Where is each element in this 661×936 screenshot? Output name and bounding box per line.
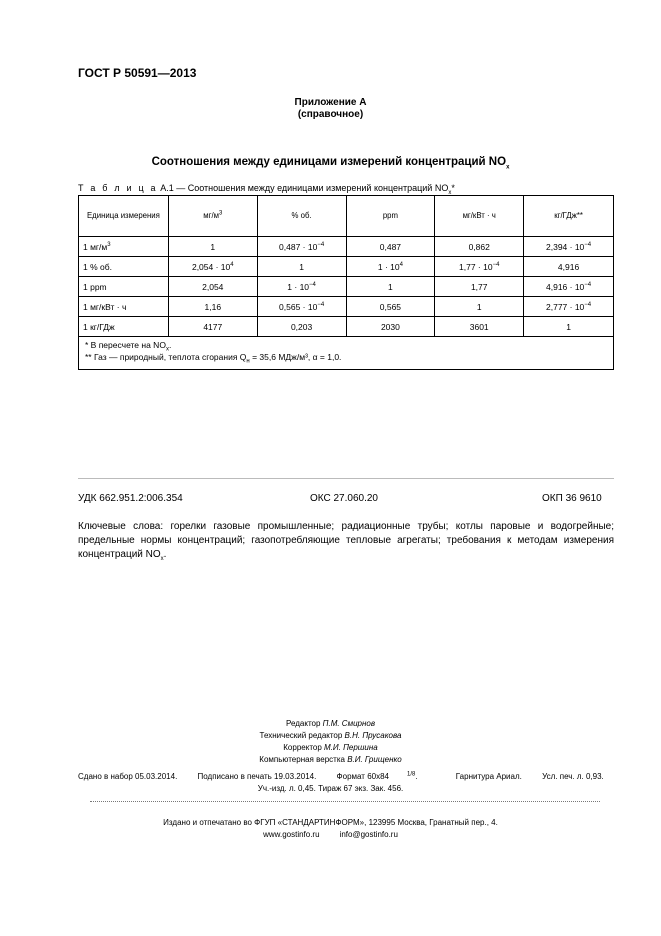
table-cell <box>168 297 257 317</box>
cell-value: 1 · 10 <box>377 261 400 272</box>
header-kg-gj <box>524 196 614 237</box>
row-unit <box>79 257 169 277</box>
printer-block <box>0 817 661 841</box>
typeface: Гарнитура Ариал. <box>455 772 522 781</box>
table-cell <box>435 297 524 317</box>
note-1 <box>85 339 609 351</box>
table-cell <box>524 297 614 317</box>
table-cell <box>346 237 435 257</box>
table-row <box>79 317 614 337</box>
paper-format <box>337 772 436 781</box>
printer-contacts <box>0 829 661 841</box>
table-cell <box>346 317 435 337</box>
table-cell <box>524 237 614 257</box>
table-row <box>79 257 614 277</box>
submitted-date: Сдано в набор 05.03.2014. <box>78 772 178 781</box>
table-cell <box>168 277 257 297</box>
cell-value: 4177 <box>203 321 223 332</box>
email-link[interactable]: info@gostinfo.ru <box>339 830 398 839</box>
keywords-text: горелки газовые промышленные; радиационные трубы; котлы паровые и водогрейные; предельные нормы концентраций; газопотребляющие тепловые агрегаты; требования к методам измерения концентраций NO <box>78 521 614 560</box>
cell-value: 2,394 · 10 <box>546 241 585 252</box>
cell-value: 1,77 · 10 <box>459 261 493 272</box>
table-cell <box>257 297 346 317</box>
table-cell <box>168 237 257 257</box>
editor-name: П.М. Смирнов <box>322 719 375 728</box>
table-row <box>79 277 614 297</box>
note-1-end: . <box>168 340 172 350</box>
keywords-end: . <box>163 549 167 560</box>
caption-subscript: x <box>448 189 452 196</box>
cell-value: 0,565 · 10 <box>279 301 318 312</box>
cell-value: 1,16 <box>204 301 222 312</box>
cell-value: 0,487 · 10 <box>279 241 318 252</box>
header-percent-label: % об. <box>291 211 312 220</box>
row-unit <box>79 277 169 297</box>
editor-line <box>0 742 661 754</box>
heading-subscript: x <box>506 164 510 171</box>
row-unit <box>79 297 169 317</box>
oks-code: ОКС 27.060.20 <box>310 493 378 504</box>
note-1-text: * В пересчете на NO <box>85 340 166 350</box>
paper-format-end: . <box>415 772 418 781</box>
note-2-sub: н <box>246 358 250 365</box>
header-mg-kwh <box>435 196 524 237</box>
table-cell <box>346 277 435 297</box>
editors-block <box>0 718 661 766</box>
editor-line <box>0 754 661 766</box>
table-cell <box>524 317 614 337</box>
table-cell <box>168 317 257 337</box>
cell-value: 1 · 10 <box>287 281 310 292</box>
table-header-row <box>79 196 614 237</box>
editor-line <box>0 718 661 730</box>
cell-value: 1 <box>299 261 304 272</box>
row-unit-text: 1 ppm <box>83 281 107 292</box>
cell-exponent: 4 <box>399 261 403 268</box>
row-unit-sup: 3 <box>107 241 111 248</box>
header-mg-m3-label: мг/м <box>203 211 219 220</box>
table-caption <box>78 183 455 196</box>
table-cell <box>524 257 614 277</box>
cell-value: 0,487 <box>379 241 402 252</box>
note-2 <box>85 351 609 363</box>
udc-code: УДК 662.951.2:006.354 <box>78 493 183 504</box>
editor-line <box>0 730 661 742</box>
editor-role: Корректор <box>283 743 325 752</box>
cell-value: 1 <box>388 281 393 292</box>
header-ppm-label: ppm <box>382 211 398 220</box>
cell-value: 2,054 <box>202 281 224 292</box>
print-sheets: Усл. печ. л. 0,93. <box>542 772 604 781</box>
annex-subtitle: (справочное) <box>297 109 364 120</box>
okp-code: ОКП 36 9610 <box>542 493 602 504</box>
row-unit-text: 1 мг/м <box>83 241 108 252</box>
editor-role: Технический редактор <box>259 731 345 740</box>
note-1-sub: x <box>165 346 169 353</box>
caption-text: А.1 — Соотношения между единицами измерений концентраций NO <box>160 183 449 193</box>
row-unit <box>79 237 169 257</box>
publication-line-1 <box>78 772 614 781</box>
table-cell <box>346 257 435 277</box>
table-cell <box>346 297 435 317</box>
table-cell <box>257 237 346 257</box>
cell-exponent: −4 <box>492 261 500 268</box>
cell-value: 4,916 <box>557 261 580 272</box>
keywords-sub: x <box>160 556 164 562</box>
document-code: ГОСТ Р 50591—2013 <box>78 66 197 80</box>
publication-line-2: Уч.-изд. л. 0,45. Тираж 67 экз. Зак. 456. <box>257 784 404 793</box>
table-notes-row <box>79 337 614 370</box>
cell-value: 2,054 · 10 <box>191 261 231 272</box>
table-cell <box>435 277 524 297</box>
cell-exponent: −4 <box>317 301 325 308</box>
table-row <box>79 297 614 317</box>
cell-exponent: −4 <box>584 241 592 248</box>
cell-exponent: −4 <box>584 301 592 308</box>
cell-value: 4,916 · 10 <box>546 281 585 292</box>
keywords-label: Ключевые слова: <box>78 521 164 532</box>
cell-exponent: −4 <box>309 281 316 288</box>
table-cell <box>257 277 346 297</box>
cell-exponent: 4 <box>230 261 234 268</box>
cell-exponent: −4 <box>317 241 325 248</box>
footer-divider <box>90 801 600 802</box>
cell-value: 1 <box>476 301 482 312</box>
cell-value: 0,203 <box>290 321 313 332</box>
header-ppm <box>346 196 435 237</box>
cell-value: 0,862 <box>468 241 490 252</box>
cell-value: 1,77 <box>470 281 488 292</box>
keywords-paragraph <box>78 520 614 562</box>
header-mg-m3-sup: 3 <box>218 210 223 217</box>
annex-title: Приложение А <box>294 97 367 108</box>
header-unit-label: Единица измерения <box>86 211 160 220</box>
cell-value: 3601 <box>469 321 489 332</box>
cell-exponent: −4 <box>584 281 592 288</box>
signed-date: Подписано в печать 19.03.2014. <box>197 772 317 781</box>
table-row <box>79 237 614 257</box>
header-mg-m3 <box>168 196 257 237</box>
cell-value: 2,777 · 10 <box>546 301 585 312</box>
editor-role: Редактор <box>286 719 323 728</box>
header-mg-kwh-label: мг/кВт · ч <box>462 211 496 220</box>
website-link[interactable]: www.gostinfo.ru <box>263 830 320 839</box>
note-2-end: = 35,6 МДж/м³, α = 1,0. <box>249 352 342 362</box>
table-cell <box>435 317 524 337</box>
annex-block <box>0 97 661 121</box>
editor-name: В.Н. Прусакова <box>344 731 402 740</box>
caption-prefix: Т а б л и ц а <box>78 183 158 193</box>
header-unit <box>79 196 169 237</box>
heading-text: Соотношения между единицами измерений концентраций NO <box>151 156 507 168</box>
cell-value: 1 <box>566 321 571 332</box>
table-cell <box>257 257 346 277</box>
editor-name: М.И. Першина <box>324 743 378 752</box>
note-2-text: ** Газ — природный, теплота сгорания Q <box>85 352 247 362</box>
table-cell <box>435 237 524 257</box>
section-heading <box>0 156 661 171</box>
divider-line <box>78 478 614 479</box>
cell-value: 0,565 <box>379 301 402 312</box>
cell-value: 1 <box>210 241 216 252</box>
conversion-table <box>78 195 614 370</box>
row-unit-text: 1 % об. <box>83 261 112 272</box>
row-unit-text: 1 мг/кВт · ч <box>83 301 127 312</box>
table-notes <box>79 337 614 370</box>
caption-mark: * <box>451 183 455 193</box>
table-cell <box>524 277 614 297</box>
header-percent <box>257 196 346 237</box>
editor-role: Компьютерная верстка <box>259 755 348 764</box>
editor-name: В.И. Грищенко <box>347 755 402 764</box>
paper-format-text: Формат 60x84 <box>336 772 389 781</box>
table-cell <box>435 257 524 277</box>
row-unit-text: 1 кг/ГДж <box>83 321 115 332</box>
header-kg-gj-label: кг/ГДж** <box>554 211 583 220</box>
cell-value: 2030 <box>380 321 400 332</box>
paper-format-frac: 1/8 <box>406 771 416 778</box>
table-cell <box>257 317 346 337</box>
table-cell <box>168 257 257 277</box>
row-unit <box>79 317 169 337</box>
printer-line: Издано и отпечатано во ФГУП «СТАНДАРТИНФОРМ», 123995 Москва, Гранатный пер., 4. <box>163 818 498 827</box>
